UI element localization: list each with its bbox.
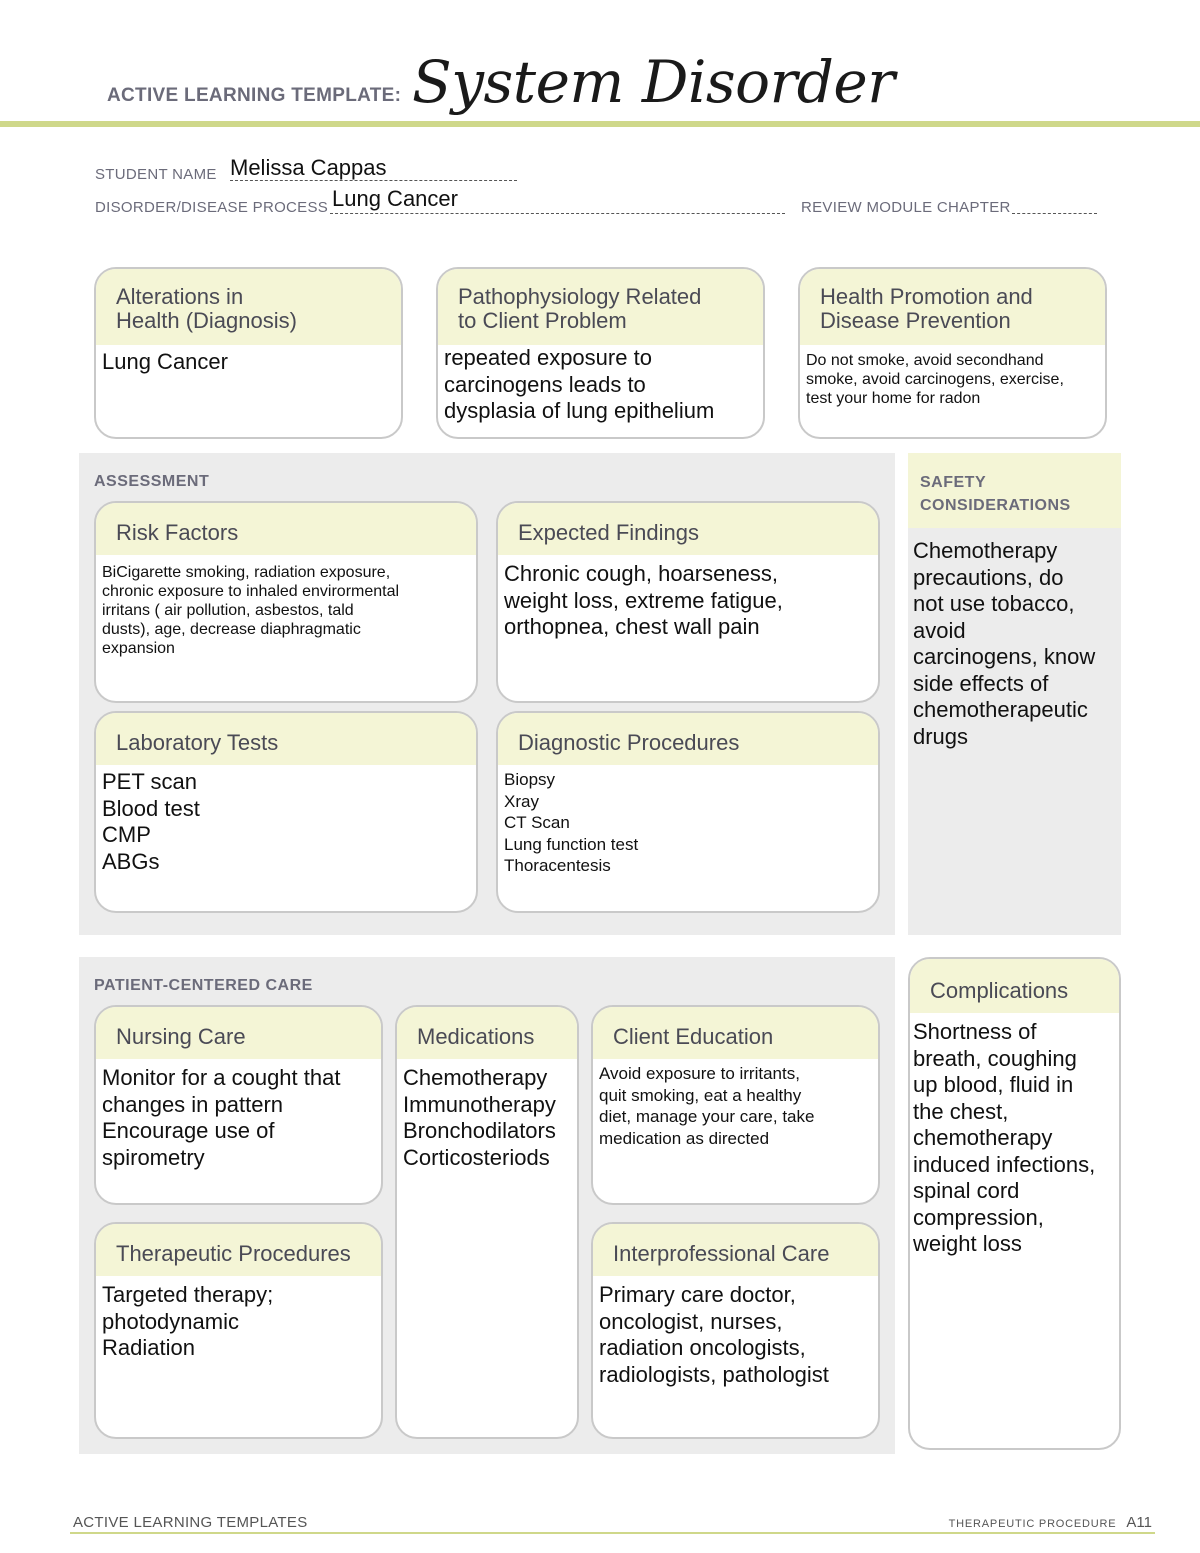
page-number: A11 [1126,1514,1152,1531]
diagnostic-procedures-title: Diagnostic Procedures [498,713,878,765]
risk-factors-content[interactable]: BiCigarette smoking, radiation exposure, chronic exposure to inhaled envirormental irritans ( air pollution, asbestos, tald dusts), age, decrease diaphragmatic expansion [102,564,400,657]
header-rule [0,121,1200,127]
alterations-content[interactable]: Lung Cancer [102,349,228,374]
disorder-field[interactable]: Lung Cancer [332,186,458,211]
therapeutic-procedures-content[interactable]: Targeted therapy; photodynamic Radiation [102,1282,274,1360]
footer-section: THERAPEUTIC PROCEDURE [948,1518,1117,1530]
health-promotion-box [798,267,1107,439]
interprofessional-care-content[interactable]: Primary care doctor, oncologist, nurses, radiation oncologists, radiologists, pathologist [599,1282,829,1387]
expected-findings-box [496,501,880,703]
pathophysiology-title: Pathophysiology Related to Client Problem [438,269,763,345]
pathophysiology-box [436,267,765,439]
expected-findings-title: Expected Findings [498,503,878,555]
health-promotion-content[interactable]: Do not smoke, avoid secondhand smoke, avoid carcinogens, exercise, test your home for radon [806,352,1064,407]
alterations-box [94,267,403,439]
therapeutic-procedures-box [94,1222,383,1439]
template-label: ACTIVE LEARNING TEMPLATE: [107,85,402,106]
safety-title: SAFETY CONSIDERATIONS [908,453,1121,528]
safety-content[interactable]: Chemotherapy precautions, do not use tobacco, avoid carcinogens, know side effects of chemotherapeutic drugs [913,538,1096,749]
safety-panel [908,453,1121,935]
footer-left: ACTIVE LEARNING TEMPLATES [73,1514,308,1531]
review-module-label: REVIEW MODULE CHAPTER [801,199,1011,216]
diagnostic-procedures-content[interactable]: Biopsy Xray CT Scan Lung function test Thoracentesis [504,770,639,875]
complications-title: Complications [910,959,1119,1013]
nursing-care-box [94,1005,383,1205]
assessment-title: ASSESSMENT [94,473,210,490]
laboratory-tests-box [94,711,478,913]
client-education-box [591,1005,880,1205]
complications-box [908,957,1121,1450]
medications-title: Medications [397,1007,577,1059]
risk-factors-box [94,501,478,703]
laboratory-tests-title: Laboratory Tests [96,713,476,765]
diagnostic-procedures-box [496,711,880,913]
medications-box [395,1005,579,1439]
patient-care-title: PATIENT-CENTERED CARE [94,977,313,994]
complications-content[interactable]: Shortness of breath, coughing up blood, fluid in the chest, chemotherapy induced infections, spinal cord compression, weight loss [913,1019,1096,1256]
nursing-care-title: Nursing Care [96,1007,381,1059]
interprofessional-care-title: Interprofessional Care [593,1224,878,1276]
client-education-content[interactable]: Avoid exposure to irritants, quit smoking, eat a healthy diet, manage your care, take medication as directed [599,1064,815,1148]
nursing-care-content[interactable]: Monitor for a cought that changes in pattern Encourage use of spirometry [102,1065,341,1170]
alterations-title: Alterations in Health (Diagnosis) [96,269,401,345]
risk-factors-title: Risk Factors [96,503,476,555]
review-module-line [1012,213,1097,214]
laboratory-tests-content[interactable]: PET scan Blood test CMP ABGs [102,769,200,874]
footer-rule [70,1532,1155,1534]
client-education-title: Client Education [593,1007,878,1059]
footer-right [949,1514,1152,1531]
disorder-label: DISORDER/DISEASE PROCESS [95,199,329,216]
therapeutic-procedures-title: Therapeutic Procedures [96,1224,381,1276]
disorder-line [330,213,785,214]
template-title: System Disorder [412,48,895,116]
expected-findings-content[interactable]: Chronic cough, hoarseness, weight loss, extreme fatigue, orthopnea, chest wall pain [504,561,783,639]
pathophysiology-content[interactable]: repeated exposure to carcinogens leads to dysplasia of lung epithelium [444,345,715,423]
medications-content[interactable]: Chemotherapy Immunotherapy Bronchodilators Corticosteriods [403,1065,556,1170]
student-name-label: STUDENT NAME [95,166,217,183]
health-promotion-title: Health Promotion and Disease Prevention [800,269,1105,345]
interprofessional-care-box [591,1222,880,1439]
student-name-field[interactable]: Melissa Cappas [230,155,387,180]
